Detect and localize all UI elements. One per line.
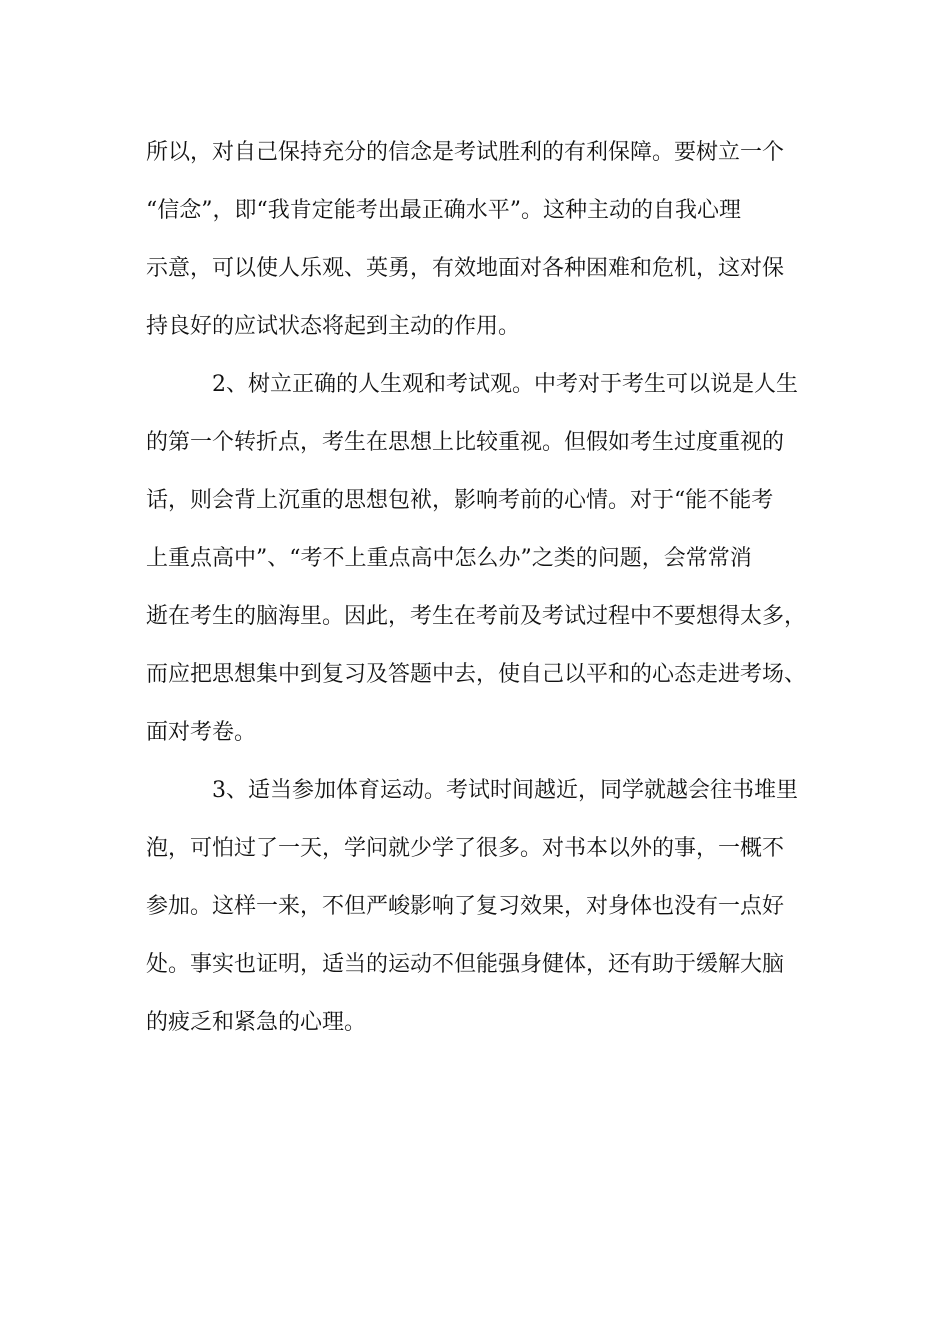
text-line: 的疲乏和紧急的心理。: [146, 1010, 367, 1035]
paragraph-belief: [146, 124, 826, 356]
text-line: 的第一个转折点，考生在思想上比较重视。但假如考生过度重视的: [146, 430, 785, 455]
text-line-first: 2、树立正确的人生观和考试观。中考对于考生可以说是人生: [212, 372, 798, 397]
text-line: 话，则会背上沉重的思想包袱，影响考前的心情。对于“能不能考: [146, 488, 774, 513]
paragraph-exercise: [146, 762, 826, 1052]
text-line: 泡，可怕过了一天，学问就少学了很多。对书本以外的事，一概不: [146, 836, 785, 861]
text-line: “信念”，即“我肯定能考出最正确水平”。这种主动的自我心理: [146, 198, 741, 223]
text-line: 逝在考生的脑海里。因此，考生在考前及考试过程中不要想得太多，: [146, 604, 807, 629]
text-line: 面对考卷。: [146, 720, 257, 745]
text-line: 示意，可以使人乐观、英勇，有效地面对各种困难和危机，这对保: [146, 256, 785, 281]
text-line: 参加。这样一来，不但严峻影响了复习效果，对身体也没有一点好: [146, 894, 785, 919]
text-line: 持良好的应试状态将起到主动的作用。: [146, 314, 521, 339]
paragraph-outlook: [146, 356, 826, 762]
document-body: [146, 124, 826, 1052]
text-line-first: 3、适当参加体育运动。考试时间越近，同学就越会往书堆里: [212, 778, 798, 803]
text-line: 而应把思想集中到复习及答题中去，使自己以平和的心态走进考场、: [146, 662, 807, 687]
text-line: 处。事实也证明，适当的运动不但能强身健体，还有助于缓解大脑: [146, 952, 785, 977]
text-line: 所以，对自己保持充分的信念是考试胜利的有利保障。要树立一个: [146, 140, 785, 165]
text-line: 上重点高中”、“考不上重点高中怎么办”之类的问题，会常常消: [146, 546, 752, 571]
